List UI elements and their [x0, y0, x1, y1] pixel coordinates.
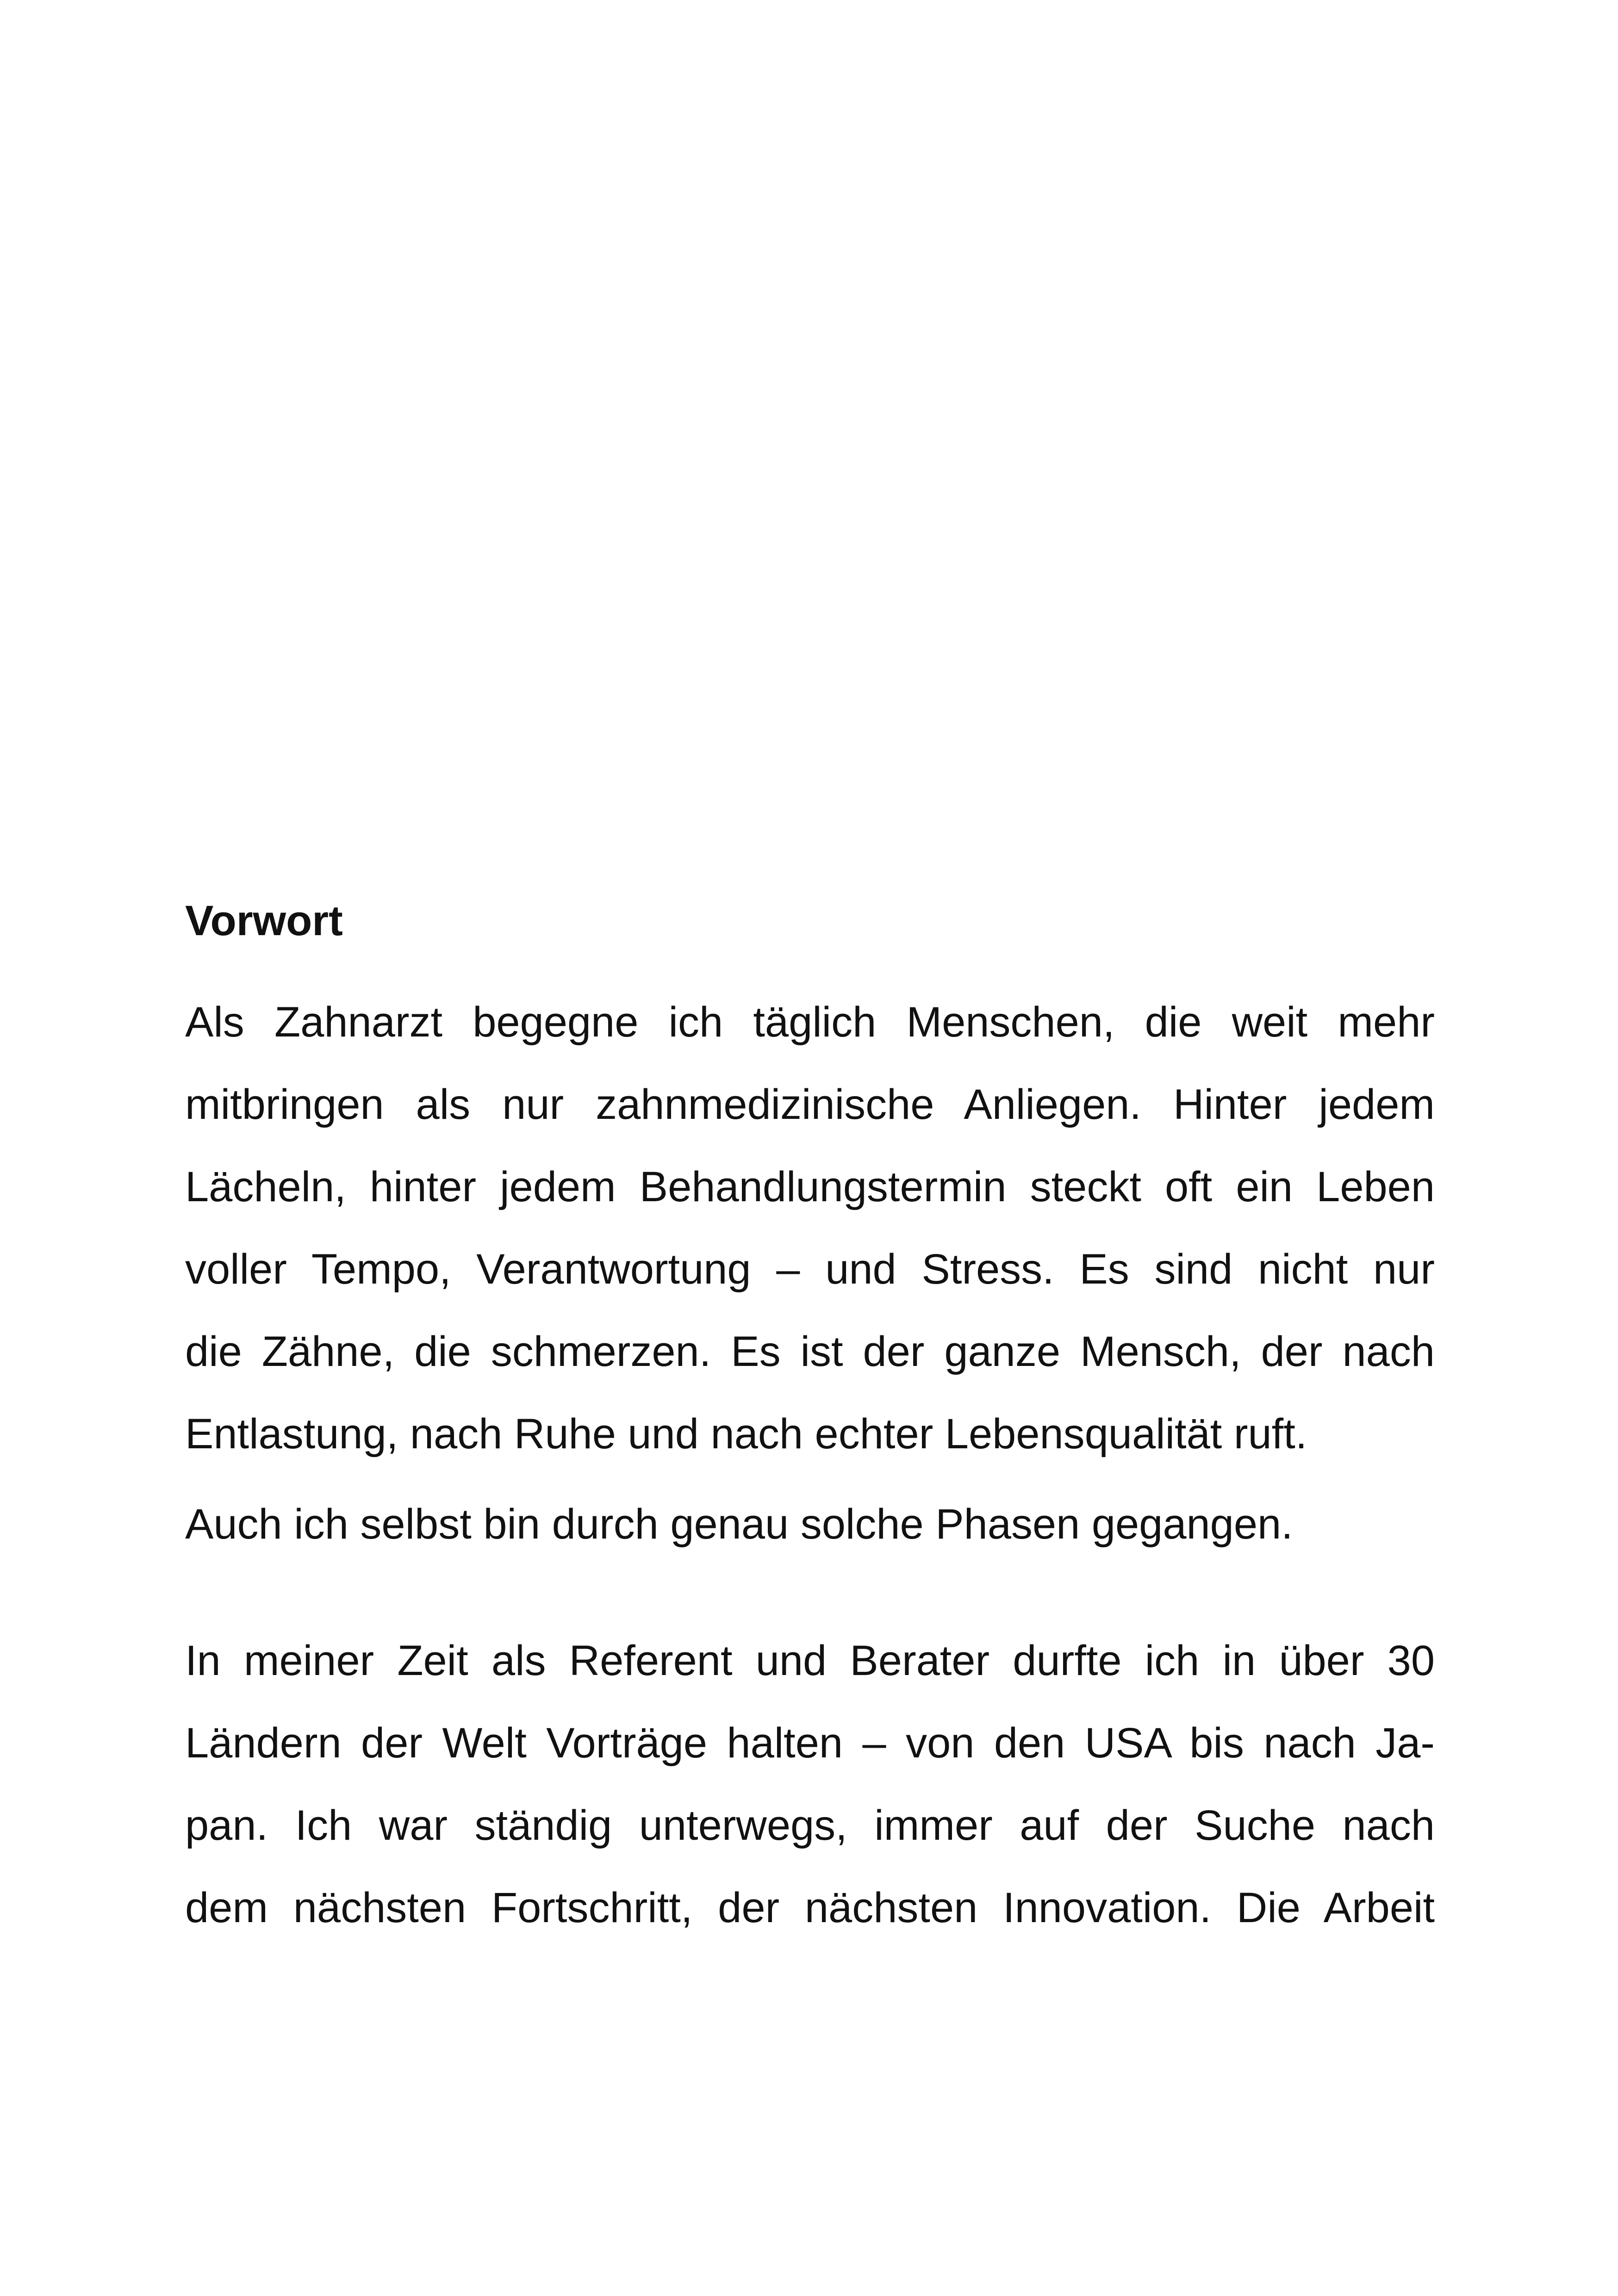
paragraph-personal	[185, 1483, 1435, 1565]
chapter-heading: Vorwort	[185, 897, 343, 944]
text-line: Entlastung, nach Ruhe und nach echter Lebensqualität ruft.	[185, 1410, 1307, 1458]
text-line: dem nächsten Fortschritt, der nächsten Innovation. Die Arbeit	[185, 1884, 1435, 1931]
text-line: Auch ich selbst bin durch genau solche Phasen gegangen.	[185, 1501, 1293, 1548]
text-line: Als Zahnarzt begegne ich täglich Menschen, die weit mehr	[185, 999, 1435, 1046]
paragraph-intro	[185, 981, 1435, 1475]
text-line: voller Tempo, Verantwortung – und Stress. Es sind nicht nur	[185, 1246, 1435, 1293]
text-line: die Zähne, die schmerzen. Es ist der ganze Mensch, der nach	[185, 1328, 1435, 1375]
text-line: In meiner Zeit als Referent und Berater durfte ich in über 30	[185, 1637, 1435, 1684]
paragraph-career	[185, 1620, 1435, 1949]
text-line: pan. Ich war ständig unterwegs, immer auf der Suche nach	[185, 1802, 1435, 1849]
text-line: Ländern der Welt Vorträge halten – von den USA bis nach Ja-	[185, 1719, 1435, 1767]
text-line: mitbringen als nur zahnmedizinische Anliegen. Hinter jedem	[185, 1081, 1435, 1128]
page-content	[185, 893, 1435, 1931]
text-line: Lächeln, hinter jedem Behandlungstermin steckt oft ein Leben	[185, 1163, 1435, 1210]
